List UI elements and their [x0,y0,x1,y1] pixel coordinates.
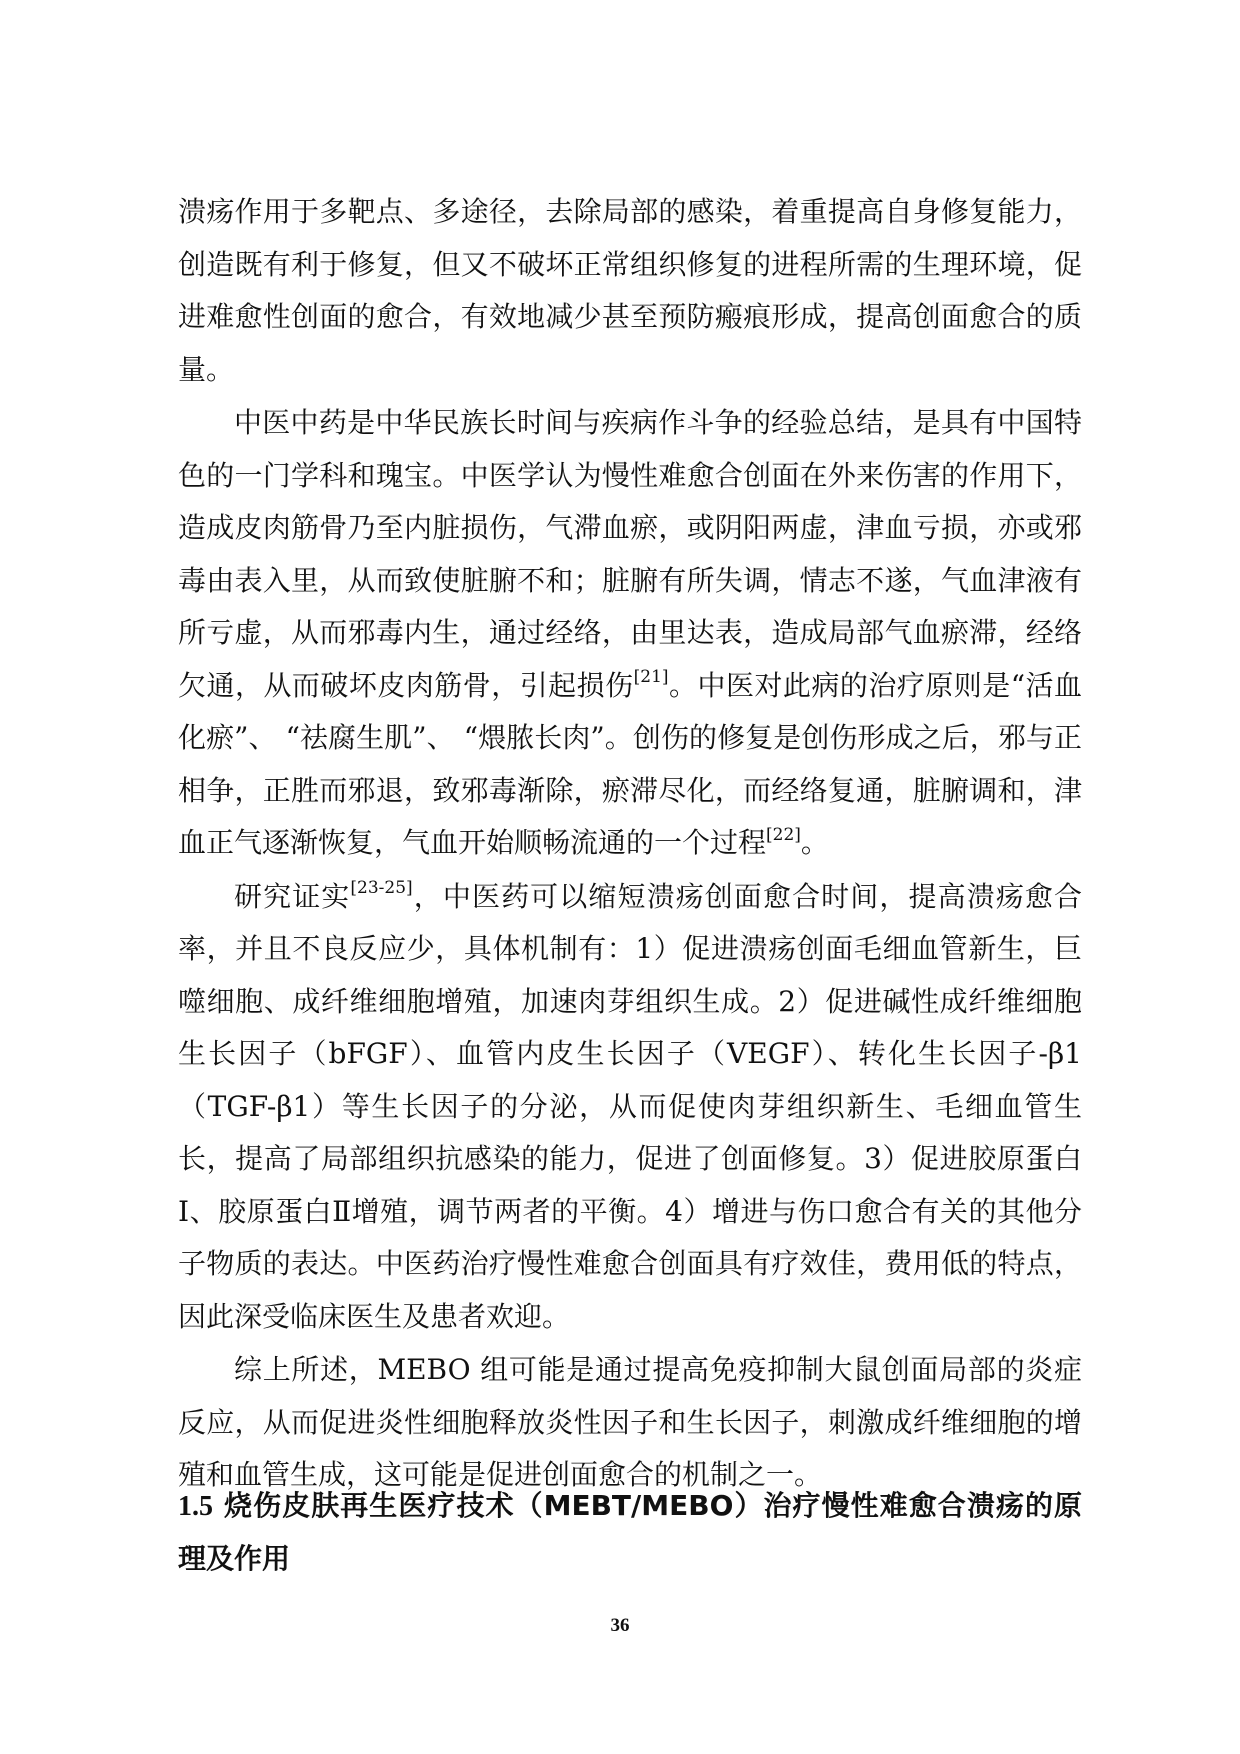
citation-ref: [21] [633,667,669,688]
citation-ref: [22] [766,824,801,845]
section-heading [178,1480,1082,1585]
paragraph-text: ，中医药可以缩短溃疡创面愈合时间，提高溃疡愈合率，并且不良反应少，具体机制有：1）促进溃疡创面毛细血管新生，巨噬细胞、成纤维细胞增殖，加速肉芽组织生成。2）促进碱性成纤维细胞生长因子（bFGF）、血管内皮生长因子（VEGF）、转化生长因子-β1（TGF-β1）等生长因子的分泌，从而促使肉芽组织新生、毛细血管生长，提高了局部组织抗感染的能力，促进了创面修复。3）促进胶原蛋白Ⅰ、胶原蛋白Ⅱ增殖，调节两者的平衡。4）增进与伤口愈合有关的其他分子物质的表达。中医药治疗慢性难愈合创面具有疗效佳，费用低的特点，因此深受临床医生及患者欢迎。 [178,879,1082,1333]
paragraph-p3 [178,871,1082,1344]
paragraph-text: 溃疡作用于多靶点、多途径，去除局部的感染，着重提高自身修复能力，创造既有利于修复，但又不破坏正常组织修复的进程所需的生理环境，促进难愈性创面的愈合，有效地减少甚至预防瘢痕形成，提高创面愈合的质量。 [178,195,1082,386]
paragraph-text: 。 [800,826,829,859]
paragraph-text: 综上所述，MEBO 组可能是通过提高免疫抑制大鼠创面局部的炎症反应，从而促进炎性细胞释放炎性因子和生长因子，刺激成纤维细胞的增殖和血管生成，这可能是促进创面愈合的机制之一。 [178,1353,1082,1491]
paragraph-p4 [178,1344,1082,1502]
paragraph-text: 研究证实 [234,879,351,913]
page-number: 36 [610,1615,630,1636]
paragraph-text: 中医中药是中华民族长时间与疾病作斗争的经验总结，是具有中国特色的一门学科和瑰宝。中医学认为慢性难愈合创面在外来伤害的作用下，造成皮肉筋骨乃至内脏损伤，气滞血瘀，或阴阳两虚，津血亏损，亦或邪毒由表入里，从而致使脏腑不和；脏腑有所失调，情志不遂，气血津液有所亏虚，从而邪毒内生，通过经络，由里达表，造成局部气血瘀滞，经络欠通，从而破坏皮肉筋骨，引起损伤 [178,406,1082,702]
body-text [178,186,1082,1502]
citation-ref: [23-25] [350,878,413,899]
paragraph-p1 [178,186,1082,396]
section-number: 1.5 [178,1491,213,1522]
paragraph-p2 [178,397,1082,870]
paragraph-text: 。中医对此病的治疗原则是“活血化瘀”、 “祛腐生肌”、 “煨脓长肉”。创伤的修复是创伤形成之后，邪与正相争，正胜而邪退，致邪毒渐除，瘀滞尽化，而经络复通，脏腑调和，津血正气逐渐恢复，气血开始顺畅流通的一个过程 [178,668,1082,859]
section-title: 烧伤皮肤再生医疗技术（MEBT/MEBO）治疗慢性难愈合溃疡的原理及作用 [178,1489,1082,1575]
